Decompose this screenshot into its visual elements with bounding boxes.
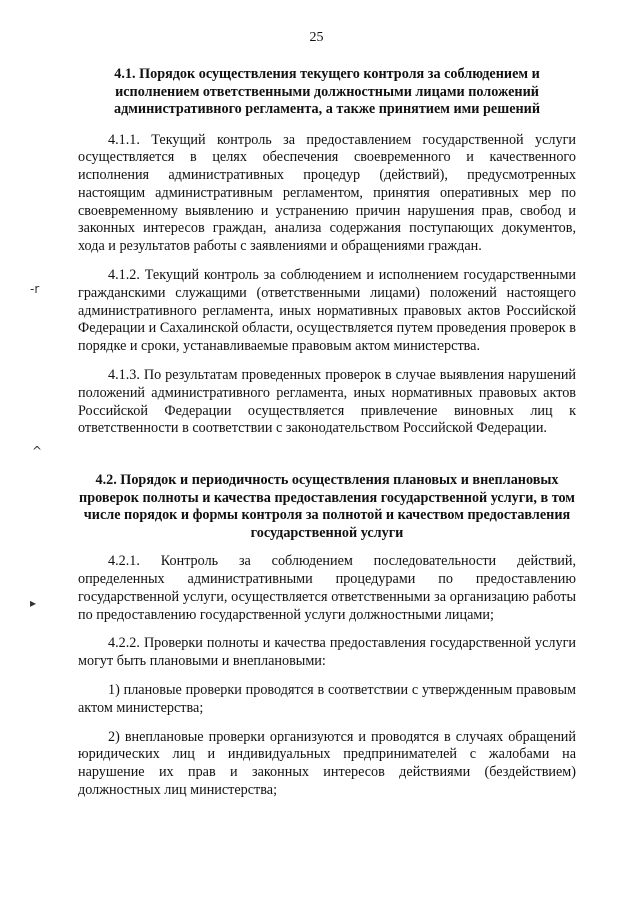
paragraph: 2) внеплановые проверки организуются и проводятся в случаях обращений юридических лиц и индивидуальных предпринимателей с жалобами на нарушение их прав и законных интересов действиями (бездействием) должностных лиц министерства; (78, 728, 576, 799)
scan-mark: ▸ (30, 596, 37, 610)
section-heading: 4.1. Порядок осуществления текущего контроля за соблюдением и исполнением ответственными должностными лицами положений административного регламента, а также принятием ими решений (113, 66, 541, 117)
paragraph: 4.2.1. Контроль за соблюдением последовательности действий, определенных административными процедурами по предоставлению государственной услуги, осуществляется ответственными за организацию работы по предоставлению государственной услуги должностными лицами; (78, 553, 576, 623)
paragraph: 4.2.2. Проверки полноты и качества предоставления государственной услуги могут быть плановыми и внеплановыми: (78, 635, 576, 670)
scan-mark: ^ (32, 444, 43, 458)
section-heading: 4.2. Порядок и периодичность осуществления плановых и внеплановых проверок полноты и качества предоставления государственной услуги, в том числе порядок и формы контроля за полнотой и качеством предоставления государственной услуги (79, 472, 575, 541)
paragraph: 4.1.3. По результатам проведенных проверок в случае выявления нарушений положений административного регламента, иных нормативных правовых актов Российской Федерации осуществляется привлечение виновных лиц к ответственности в соответствии с законодательством Российской Федерации. (78, 367, 576, 437)
paragraph: 4.1.2. Текущий контроль за соблюдением и исполнением государственными гражданскими служащими (ответственными лицами) положений настоящего административного регламента, иных нормативных правовых актов Российской Федерации и Сахалинской области, осуществляется путем проведения проверок в порядке и сроки, устанавливаемые правовым актом министерства. (78, 267, 576, 355)
paragraph: 1) плановые проверки проводятся в соответствии с утвержденным правовым актом министерства; (78, 682, 576, 716)
document-body (78, 66, 576, 811)
paragraph: 4.1.1. Текущий контроль за предоставлением государственной услуги осуществляется в целях обеспечения своевременного и качественного исполнения административных процедур (действий), предусмотренных настоящим административным регламентом, принятия оперативных мер по своевременному выявлению и устранению причин нарушения прав, свобод и законных интересов граждан, анализа содержания поступающих документов, хода и результатов работы с заявлениями и обращениями граждан. (78, 131, 576, 255)
page-number: 25 (309, 30, 324, 45)
scan-mark: -r (30, 282, 40, 296)
